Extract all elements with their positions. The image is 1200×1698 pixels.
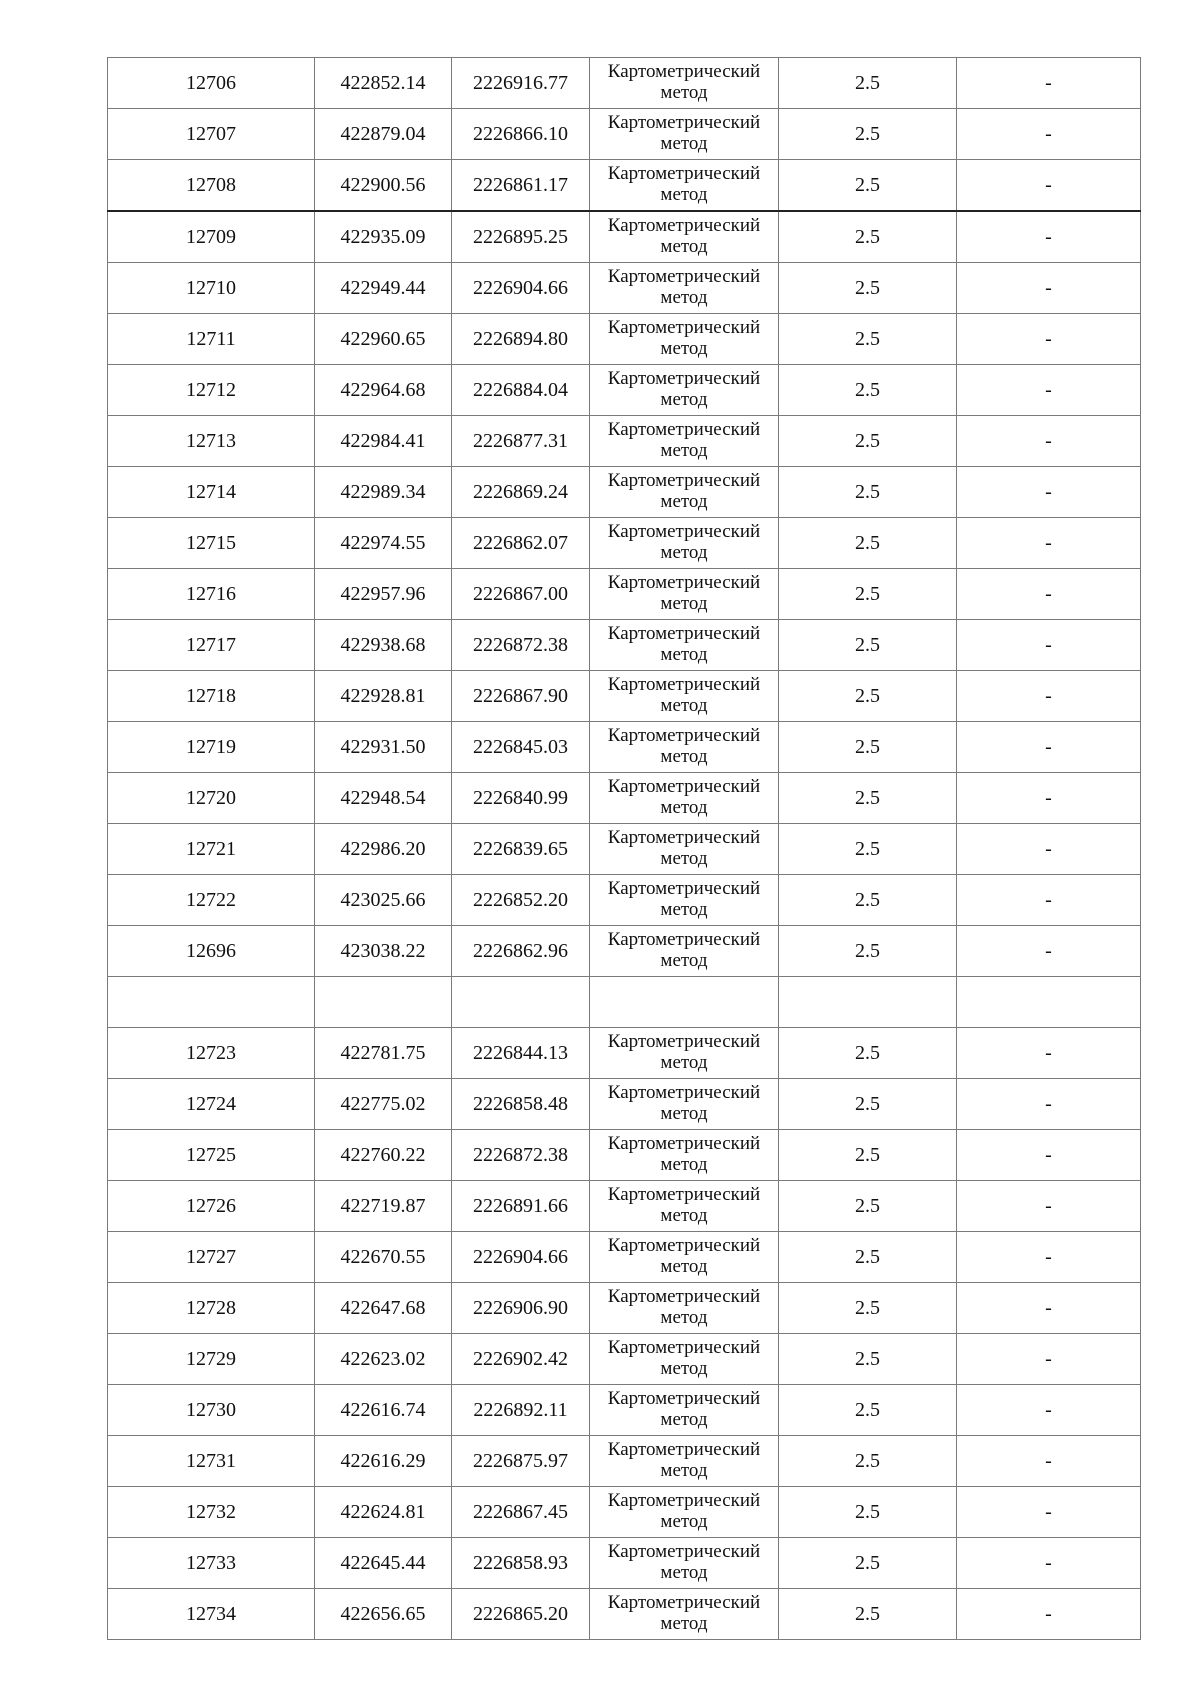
cell-y-coordinate: 2226869.24 (452, 467, 590, 518)
cell-y-coordinate: 2226862.07 (452, 518, 590, 569)
cell-x-coordinate: 422900.56 (315, 160, 452, 212)
cell-note: - (957, 1589, 1141, 1640)
cell-method: Картометрический метод (590, 1028, 779, 1079)
table-row (108, 1181, 1141, 1232)
cell-accuracy: 2.5 (779, 1334, 957, 1385)
cell-x-coordinate: 422879.04 (315, 109, 452, 160)
cell-point-number: 12716 (108, 569, 315, 620)
cell-method: Картометрический метод (590, 518, 779, 569)
cell-point-number: 12722 (108, 875, 315, 926)
cell-point-number: 12709 (108, 211, 315, 263)
cell-point-number: 12717 (108, 620, 315, 671)
cell-y-coordinate: 2226891.66 (452, 1181, 590, 1232)
cell-note: - (957, 824, 1141, 875)
cell-point-number: 12729 (108, 1334, 315, 1385)
cell-method: Картометрический метод (590, 1436, 779, 1487)
cell-accuracy: 2.5 (779, 569, 957, 620)
cell-method: Картометрический метод (590, 926, 779, 977)
cell-note: - (957, 160, 1141, 212)
table-row (108, 1538, 1141, 1589)
coordinates-table (107, 57, 1141, 1640)
table-row (108, 109, 1141, 160)
table-row (108, 416, 1141, 467)
cell-accuracy: 2.5 (779, 467, 957, 518)
cell-note: - (957, 1181, 1141, 1232)
cell-x-coordinate: 422960.65 (315, 314, 452, 365)
cell-method: Картометрический метод (590, 569, 779, 620)
cell-accuracy: 2.5 (779, 263, 957, 314)
cell-method: Картометрический метод (590, 416, 779, 467)
cell-y-coordinate: 2226867.90 (452, 671, 590, 722)
cell-method: Картометрический метод (590, 1232, 779, 1283)
cell-point-number: 12724 (108, 1079, 315, 1130)
cell-y-coordinate: 2226875.97 (452, 1436, 590, 1487)
cell-accuracy: 2.5 (779, 1130, 957, 1181)
cell-note: - (957, 1538, 1141, 1589)
cell-point-number: 12714 (108, 467, 315, 518)
cell-point-number: 12727 (108, 1232, 315, 1283)
cell-accuracy: 2.5 (779, 773, 957, 824)
cell-method: Картометрический метод (590, 722, 779, 773)
cell-note: - (957, 109, 1141, 160)
cell-method: Картометрический метод (590, 314, 779, 365)
cell-method: Картометрический метод (590, 1283, 779, 1334)
cell-y-coordinate: 2226895.25 (452, 211, 590, 263)
cell-x-coordinate: 422760.22 (315, 1130, 452, 1181)
cell-point-number: 12733 (108, 1538, 315, 1589)
cell-x-coordinate: 422616.74 (315, 1385, 452, 1436)
cell-note: - (957, 773, 1141, 824)
cell-x-coordinate: 422957.96 (315, 569, 452, 620)
cell-accuracy: 2.5 (779, 1487, 957, 1538)
cell-y-coordinate: 2226894.80 (452, 314, 590, 365)
cell-note: - (957, 1436, 1141, 1487)
cell-method: Картометрический метод (590, 620, 779, 671)
cell-accuracy: 2.5 (779, 58, 957, 109)
cell-method: Картометрический метод (590, 1079, 779, 1130)
cell-accuracy: 2.5 (779, 620, 957, 671)
cell-method: Картометрический метод (590, 1334, 779, 1385)
cell-method: Картометрический метод (590, 1538, 779, 1589)
cell-note (957, 977, 1141, 1028)
cell-accuracy: 2.5 (779, 314, 957, 365)
cell-note: - (957, 518, 1141, 569)
cell-note: - (957, 569, 1141, 620)
cell-y-coordinate: 2226867.00 (452, 569, 590, 620)
cell-x-coordinate: 422986.20 (315, 824, 452, 875)
table-row (108, 1385, 1141, 1436)
table-row (108, 160, 1141, 212)
cell-note: - (957, 1028, 1141, 1079)
cell-note: - (957, 211, 1141, 263)
cell-accuracy: 2.5 (779, 1079, 957, 1130)
cell-point-number: 12707 (108, 109, 315, 160)
table-row (108, 211, 1141, 263)
table-row (108, 1232, 1141, 1283)
cell-note: - (957, 1283, 1141, 1334)
cell-accuracy: 2.5 (779, 518, 957, 569)
cell-accuracy: 2.5 (779, 926, 957, 977)
cell-method: Картометрический метод (590, 211, 779, 263)
cell-y-coordinate: 2226904.66 (452, 263, 590, 314)
table-row (108, 620, 1141, 671)
cell-y-coordinate: 2226865.20 (452, 1589, 590, 1640)
cell-note: - (957, 1130, 1141, 1181)
cell-x-coordinate: 422775.02 (315, 1079, 452, 1130)
table-row (108, 1487, 1141, 1538)
table-row (108, 1283, 1141, 1334)
table-row (108, 518, 1141, 569)
cell-method (590, 977, 779, 1028)
cell-accuracy: 2.5 (779, 1232, 957, 1283)
cell-method: Картометрический метод (590, 160, 779, 212)
cell-x-coordinate: 422948.54 (315, 773, 452, 824)
cell-point-number: 12720 (108, 773, 315, 824)
cell-y-coordinate: 2226902.42 (452, 1334, 590, 1385)
table-row (108, 1334, 1141, 1385)
cell-y-coordinate: 2226872.38 (452, 620, 590, 671)
cell-accuracy: 2.5 (779, 1538, 957, 1589)
cell-note: - (957, 1487, 1141, 1538)
coordinates-table-body (108, 58, 1141, 1640)
cell-accuracy: 2.5 (779, 416, 957, 467)
cell-accuracy: 2.5 (779, 1028, 957, 1079)
cell-point-number (108, 977, 315, 1028)
cell-method: Картометрический метод (590, 58, 779, 109)
cell-method: Картометрический метод (590, 1130, 779, 1181)
cell-x-coordinate: 422928.81 (315, 671, 452, 722)
cell-y-coordinate: 2226852.20 (452, 875, 590, 926)
cell-x-coordinate: 422852.14 (315, 58, 452, 109)
table-row (108, 365, 1141, 416)
table-row (108, 875, 1141, 926)
cell-x-coordinate: 422623.02 (315, 1334, 452, 1385)
cell-note: - (957, 263, 1141, 314)
cell-note: - (957, 58, 1141, 109)
cell-accuracy: 2.5 (779, 1385, 957, 1436)
cell-accuracy: 2.5 (779, 1181, 957, 1232)
cell-x-coordinate: 422670.55 (315, 1232, 452, 1283)
cell-point-number: 12723 (108, 1028, 315, 1079)
cell-method: Картометрический метод (590, 824, 779, 875)
table-row (108, 671, 1141, 722)
cell-y-coordinate: 2226867.45 (452, 1487, 590, 1538)
table-row (108, 926, 1141, 977)
cell-point-number: 12728 (108, 1283, 315, 1334)
cell-note: - (957, 365, 1141, 416)
cell-method: Картометрический метод (590, 365, 779, 416)
cell-accuracy: 2.5 (779, 722, 957, 773)
table-row (108, 263, 1141, 314)
cell-x-coordinate: 422645.44 (315, 1538, 452, 1589)
cell-method: Картометрический метод (590, 1589, 779, 1640)
cell-y-coordinate: 2226906.90 (452, 1283, 590, 1334)
cell-note: - (957, 671, 1141, 722)
cell-accuracy: 2.5 (779, 875, 957, 926)
cell-method: Картометрический метод (590, 467, 779, 518)
cell-accuracy: 2.5 (779, 211, 957, 263)
table-row (108, 569, 1141, 620)
cell-note: - (957, 314, 1141, 365)
cell-method: Картометрический метод (590, 1181, 779, 1232)
cell-method: Картометрический метод (590, 875, 779, 926)
cell-point-number: 12713 (108, 416, 315, 467)
cell-accuracy: 2.5 (779, 1436, 957, 1487)
cell-accuracy: 2.5 (779, 160, 957, 212)
cell-point-number: 12715 (108, 518, 315, 569)
cell-y-coordinate: 2226858.48 (452, 1079, 590, 1130)
table-row (108, 58, 1141, 109)
cell-x-coordinate: 422938.68 (315, 620, 452, 671)
cell-x-coordinate: 422931.50 (315, 722, 452, 773)
cell-note: - (957, 926, 1141, 977)
cell-accuracy: 2.5 (779, 671, 957, 722)
cell-y-coordinate: 2226892.11 (452, 1385, 590, 1436)
table-row (108, 1079, 1141, 1130)
cell-note: - (957, 1079, 1141, 1130)
table-row (108, 1130, 1141, 1181)
cell-x-coordinate: 422781.75 (315, 1028, 452, 1079)
cell-x-coordinate: 422964.68 (315, 365, 452, 416)
cell-y-coordinate: 2226904.66 (452, 1232, 590, 1283)
cell-note: - (957, 1385, 1141, 1436)
cell-y-coordinate: 2226862.96 (452, 926, 590, 977)
cell-y-coordinate: 2226845.03 (452, 722, 590, 773)
cell-method: Картометрический метод (590, 1385, 779, 1436)
cell-x-coordinate: 422984.41 (315, 416, 452, 467)
cell-x-coordinate: 422935.09 (315, 211, 452, 263)
cell-method: Картометрический метод (590, 773, 779, 824)
cell-x-coordinate: 422719.87 (315, 1181, 452, 1232)
cell-point-number: 12731 (108, 1436, 315, 1487)
cell-note: - (957, 1232, 1141, 1283)
cell-note: - (957, 1334, 1141, 1385)
cell-point-number: 12696 (108, 926, 315, 977)
cell-point-number: 12719 (108, 722, 315, 773)
cell-point-number: 12708 (108, 160, 315, 212)
cell-y-coordinate: 2226844.13 (452, 1028, 590, 1079)
cell-y-coordinate: 2226839.65 (452, 824, 590, 875)
cell-accuracy: 2.5 (779, 365, 957, 416)
cell-accuracy: 2.5 (779, 109, 957, 160)
table-row-empty (108, 977, 1141, 1028)
cell-x-coordinate: 422624.81 (315, 1487, 452, 1538)
cell-point-number: 12726 (108, 1181, 315, 1232)
cell-point-number: 12734 (108, 1589, 315, 1640)
cell-y-coordinate: 2226861.17 (452, 160, 590, 212)
table-row (108, 1028, 1141, 1079)
cell-method: Картометрический метод (590, 109, 779, 160)
cell-method: Картометрический метод (590, 671, 779, 722)
table-row (108, 773, 1141, 824)
table-row (108, 722, 1141, 773)
cell-x-coordinate: 423025.66 (315, 875, 452, 926)
cell-x-coordinate: 422949.44 (315, 263, 452, 314)
cell-note: - (957, 875, 1141, 926)
cell-note: - (957, 416, 1141, 467)
cell-point-number: 12706 (108, 58, 315, 109)
cell-method: Картометрический метод (590, 263, 779, 314)
cell-method: Картометрический метод (590, 1487, 779, 1538)
cell-point-number: 12725 (108, 1130, 315, 1181)
cell-x-coordinate: 422656.65 (315, 1589, 452, 1640)
cell-y-coordinate: 2226866.10 (452, 109, 590, 160)
cell-point-number: 12732 (108, 1487, 315, 1538)
cell-y-coordinate: 2226916.77 (452, 58, 590, 109)
cell-x-coordinate: 423038.22 (315, 926, 452, 977)
cell-point-number: 12718 (108, 671, 315, 722)
cell-accuracy: 2.5 (779, 1283, 957, 1334)
cell-x-coordinate: 422616.29 (315, 1436, 452, 1487)
cell-note: - (957, 620, 1141, 671)
cell-point-number: 12730 (108, 1385, 315, 1436)
table-row (108, 467, 1141, 518)
cell-point-number: 12712 (108, 365, 315, 416)
cell-accuracy (779, 977, 957, 1028)
table-row (108, 314, 1141, 365)
cell-note: - (957, 467, 1141, 518)
cell-note: - (957, 722, 1141, 773)
cell-accuracy: 2.5 (779, 824, 957, 875)
cell-point-number: 12710 (108, 263, 315, 314)
table-row (108, 1589, 1141, 1640)
cell-y-coordinate (452, 977, 590, 1028)
table-row (108, 824, 1141, 875)
cell-y-coordinate: 2226872.38 (452, 1130, 590, 1181)
cell-x-coordinate: 422974.55 (315, 518, 452, 569)
cell-x-coordinate (315, 977, 452, 1028)
cell-y-coordinate: 2226858.93 (452, 1538, 590, 1589)
table-row (108, 1436, 1141, 1487)
cell-point-number: 12711 (108, 314, 315, 365)
cell-y-coordinate: 2226884.04 (452, 365, 590, 416)
cell-x-coordinate: 422647.68 (315, 1283, 452, 1334)
cell-y-coordinate: 2226840.99 (452, 773, 590, 824)
cell-x-coordinate: 422989.34 (315, 467, 452, 518)
cell-point-number: 12721 (108, 824, 315, 875)
cell-accuracy: 2.5 (779, 1589, 957, 1640)
cell-y-coordinate: 2226877.31 (452, 416, 590, 467)
